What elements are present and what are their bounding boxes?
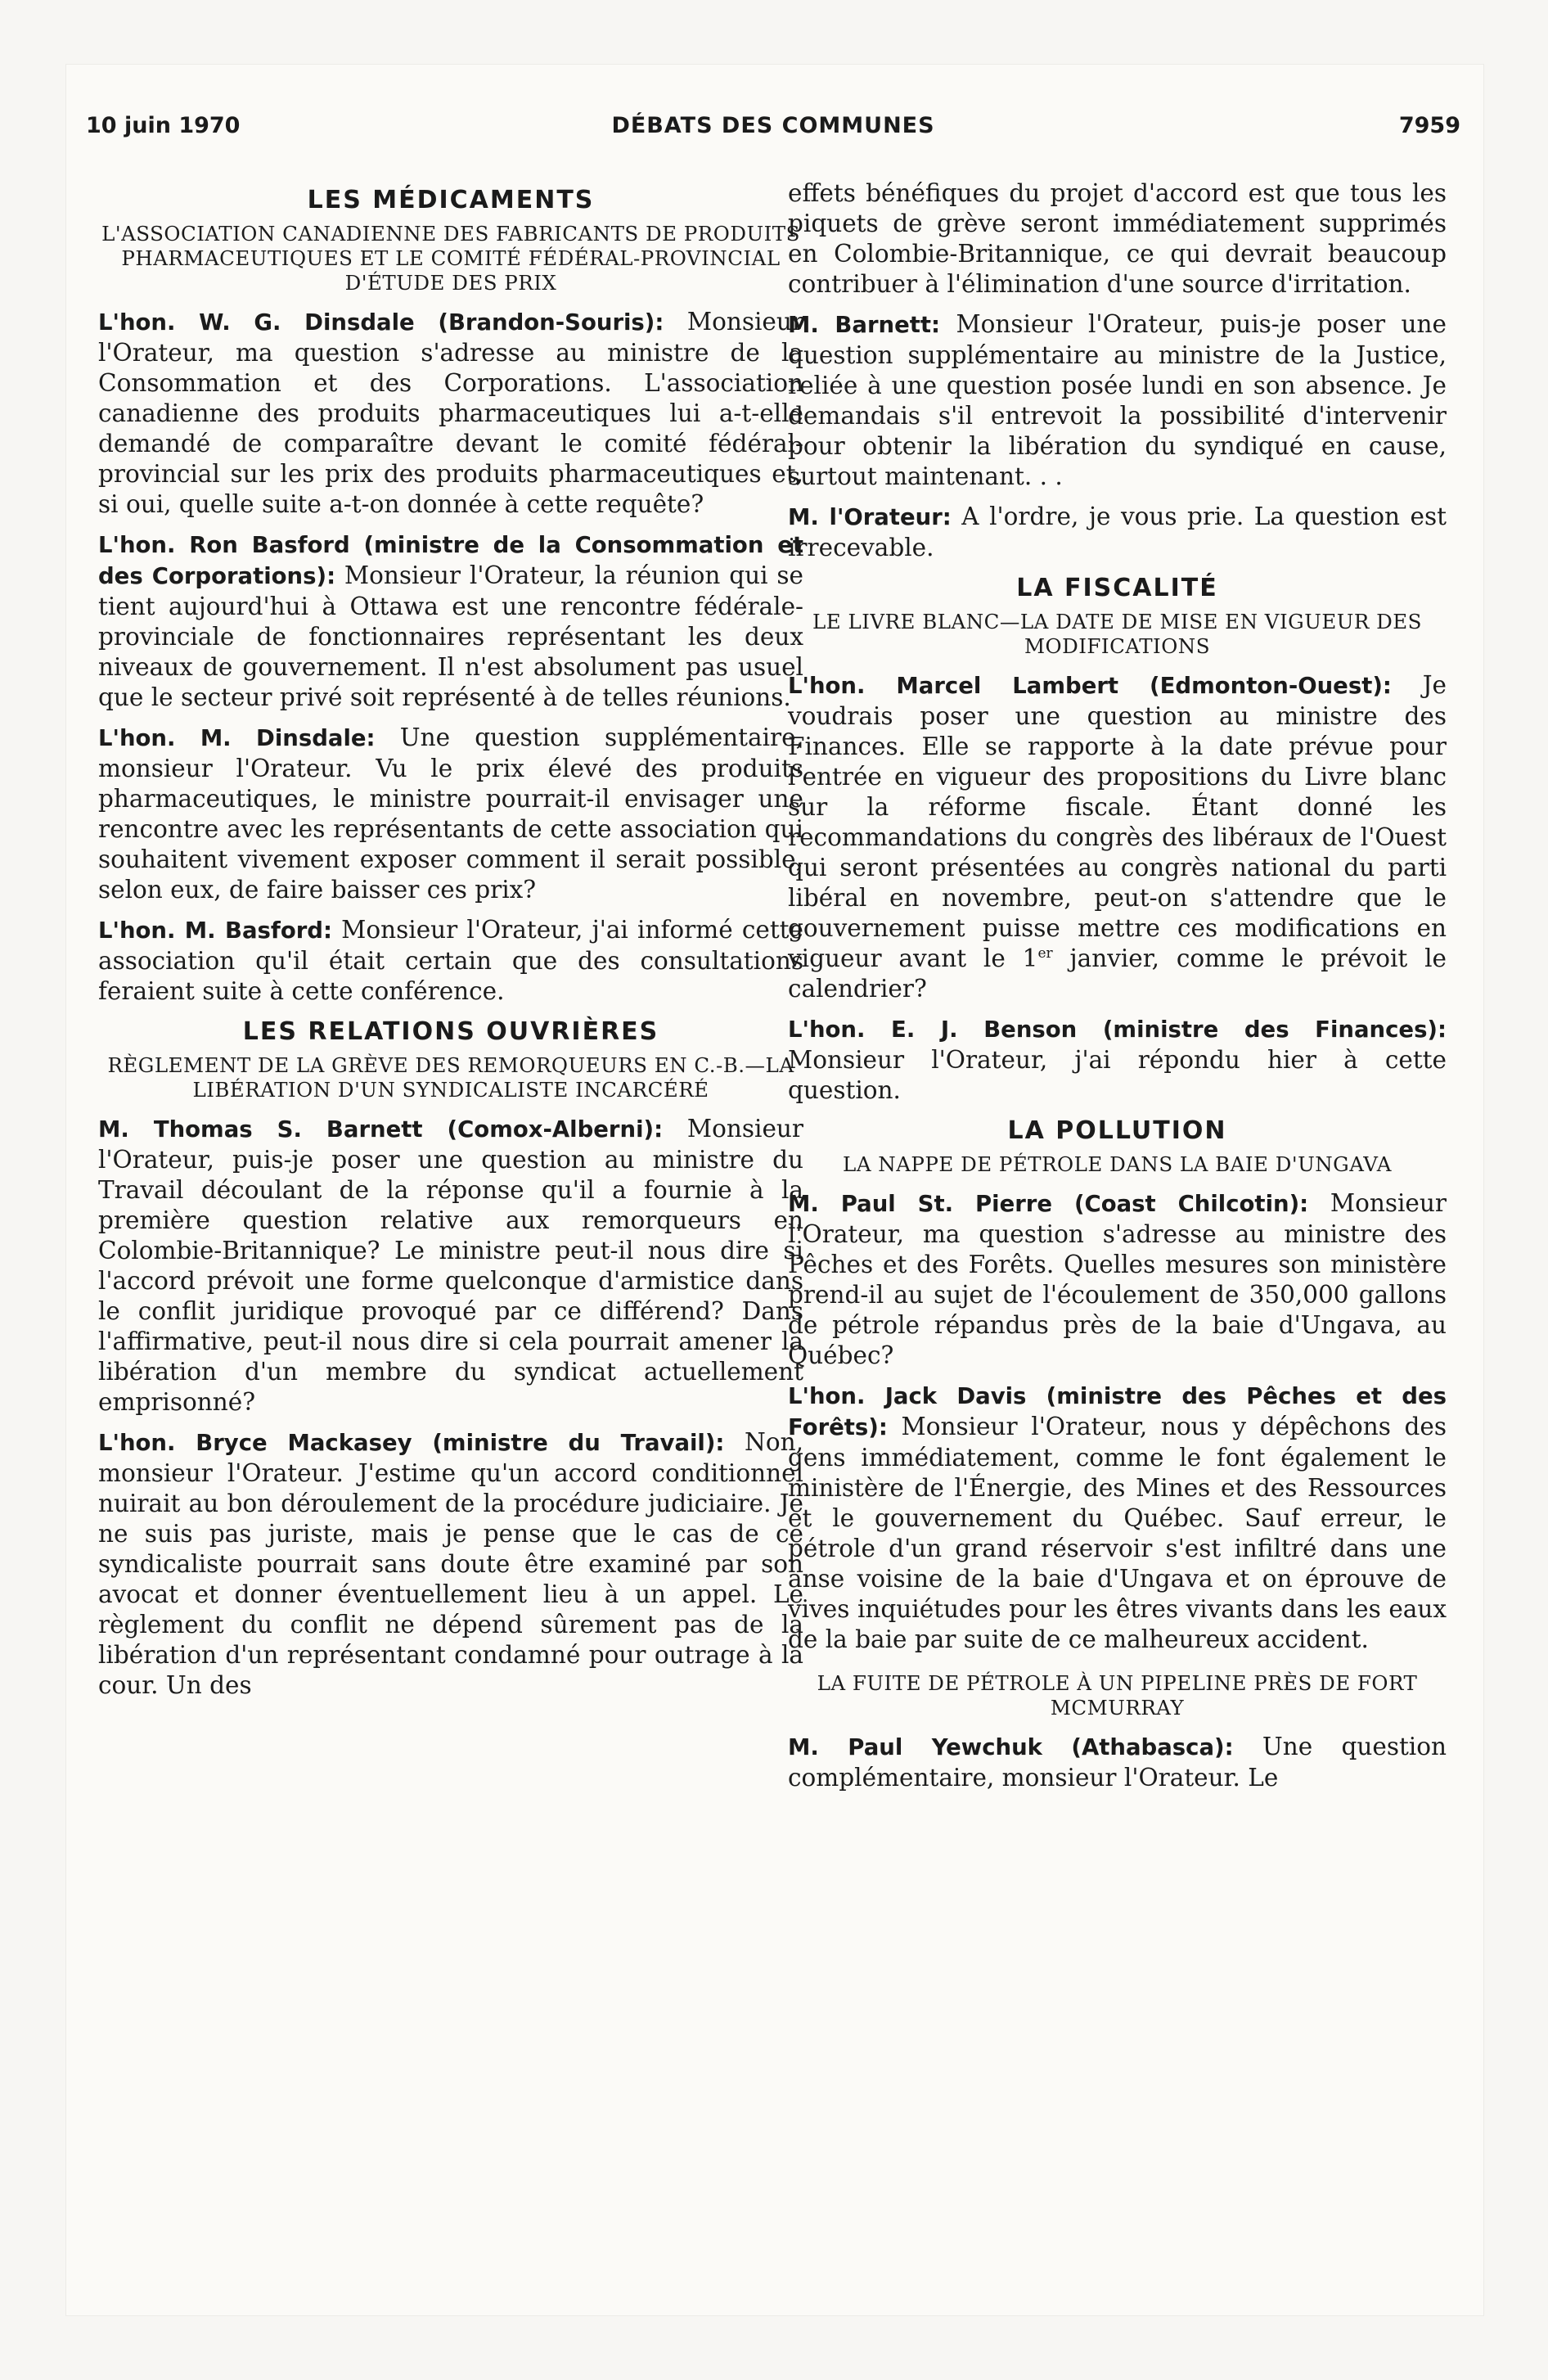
paragraph-text: Je voudrais poser une question au ministre des Finances. Elle se rapporte à la date prévue pour l'entrée en vigueur des propositions du Livre blanc sur la réforme fiscale. Étant donné les recommandations du congrès des libéraux de l'Ouest qui seront présentées au congrès national du parti libéral en novembre, peut-on s'attendre que le gouvernement puisse mettre ces modifications en vigueur avant le 1 [788,671,1447,972]
speaker-name: L'hon. Ron Basford (ministre de la Consommation et des Corporations): [98,532,803,589]
speaker-name: M. Paul St. Pierre (Coast Chilcotin): [788,1191,1309,1217]
paragraph-text: Une question supplémentaire, monsieur l'Orateur. Vu le prix élevé des produits pharmaceutiques, le ministre pourrait-il envisager une rencontre avec les représentants de cette association qui souhaitent vivement exposer comment il serait possible, selon eux, de faire baisser ces prix? [98,723,803,904]
paragraph [788,1381,1447,1655]
paragraph [788,309,1447,492]
paragraph [788,1014,1447,1106]
superscript: er [1037,945,1053,962]
paragraph [788,1732,1447,1793]
speaker-name: M. Barnett: [788,312,941,338]
paragraph-text: Monsieur l'Orateur, nous y dépêchons des gens immédiatement, comme le font également le ministère de l'Énergie, des Mines et des Ressources et le gouvernement du Québec. Sauf erreur, le pétrole d'un grand réservoir s'est infiltré dans une anse voisine de la baie d'Ungava et on éprouve de vives inquiétudes pour les êtres vivants dans les eaux de la baie par suite de ce malheureux accident. [788,1413,1447,1653]
left-column [98,178,803,1711]
paragraph-text: A l'ordre, je vous prie. La question est irrecevable. [788,503,1447,561]
section-heading: LES RELATIONS OUVRIÈRES [242,1017,659,1046]
paragraph-text: janvier, comme le prévoit le calendrier? [788,944,1447,1003]
paragraph-text: Une question complémentaire, monsieur l'Orateur. Le [788,1733,1447,1792]
speaker-name: L'hon. Marcel Lambert (Edmonton-Ouest): [788,673,1392,699]
paragraph [788,1188,1447,1371]
paragraph-text: Monsieur l'Orateur, j'ai informé cette association qu'il était certain que des consultations feraient suite à cette conférence. [98,916,803,1005]
section-subheading: L'ASSOCIATION CANADIENNE DES FABRICANTS DE PRODUITS PHARMACEUTIQUES ET LE COMITÉ FÉDÉRAL-PROVINCIAL D'ÉTUDE DES PRIX [101,222,800,295]
speaker-name: L'hon. Bryce Mackasey (ministre du Travail): [98,1430,725,1456]
paragraph [98,1114,803,1418]
paragraph-text: Monsieur l'Orateur, ma question s'adresse au ministre des Pêches et des Forêts. Quelles mesures son ministère prend-il au sujet de l'écoulement de 350,000 gallons de pétrole répandus près de la baie d'Ungava, au Québec? [788,1189,1447,1369]
paragraph [788,178,1447,300]
paragraph [98,530,803,713]
section-subheading: LE LIVRE BLANC—LA DATE DE MISE EN VIGUEUR DES MODIFICATIONS [812,610,1422,658]
speaker-name: M. Paul Yewchuk (Athabasca): [788,1734,1234,1760]
paragraph [788,502,1447,563]
section-heading: LES MÉDICAMENTS [307,186,595,214]
section-heading: LA FISCALITÉ [1016,574,1218,602]
speaker-name: M. l'Orateur: [788,504,952,530]
header-date: 10 juin 1970 [86,113,241,138]
paragraph-text: Monsieur l'Orateur, ma question s'adresse au ministre de la Consommation et des Corporations. L'association canadienne des produits pharmaceutiques lui a-t-elle demandé de comparaître devant le comité fédéral-provincial sur les prix des produits pharmaceutiques et, si oui, quelle suite a-t-on donnée à cette requête? [98,308,803,518]
paragraph [98,1427,803,1701]
section-subheading: LA FUITE DE PÉTROLE À UN PIPELINE PRÈS DE FORT MCMURRAY [817,1671,1418,1720]
paragraph [98,307,803,520]
page-number: 7959 [1398,113,1460,138]
section-subheading: RÈGLEMENT DE LA GRÈVE DES REMORQUEURS EN C.-B.—LA LIBÉRATION D'UN SYNDICALISTE INCARCÉRÉ [107,1053,794,1102]
speaker-name: L'hon. M. Dinsdale: [98,725,376,751]
speaker-name: L'hon. E. J. Benson (ministre des Finances): [788,1016,1447,1043]
speaker-name: L'hon. W. G. Dinsdale (Brandon-Souris): [98,309,664,336]
header-title: DÉBATS DES COMMUNES [611,113,935,138]
running-header [86,113,1460,146]
spacer [788,1665,1447,1671]
paragraph-text: Monsieur l'Orateur, puis-je poser une question au ministre du Travail découlant de la réponse qu'il a fournie à la première question relative aux remorqueurs en Colombie-Britannique? Le ministre peut-il nous dire si l'accord prévoit une forme quelconque d'armistice dans le conflit juridique provoqué par ce différend? Dans l'affirmative, peut-il nous dire si cela pourrait amener la libération d'un membre du syndicat actuellement emprisonné? [98,1115,803,1416]
paragraph-text: Monsieur l'Orateur, la réunion qui se tient aujourd'hui à Ottawa est une rencontre fédérale-provinciale de fonctionnaires représentant les deux niveaux de gouvernement. Il n'est absolument pas usuel que le secteur privé soit représenté à de telles réunions. [98,561,803,711]
speaker-name: L'hon. M. Basford: [98,917,332,944]
paragraph [98,723,803,905]
paragraph-text: effets bénéfiques du projet d'accord est que tous les piquets de grève seront immédiatement supprimés en Colombie-Britannique, ce qui devrait beaucoup contribuer à l'élimination d'une source d'irritation. [788,179,1447,298]
speaker-name: L'hon. Jack Davis (ministre des Pêches et des Forêts): [788,1383,1447,1440]
speaker-name: M. Thomas S. Barnett (Comox-Alberni): [98,1116,664,1143]
paragraph-text: Monsieur l'Orateur, puis-je poser une question supplémentaire au ministre de la Justice, reliée à une question posée lundi en son absence. Je demandais s'il entrevoit la possibilité d'intervenir pour obtenir la libération du syndiqué en cause, surtout maintenant. . . [788,310,1447,490]
section-heading: LA POLLUTION [1007,1116,1227,1145]
paragraph-text: Non, monsieur l'Orateur. J'estime qu'un accord conditionnel nuirait au bon déroulement de la procédure judiciaire. Je ne suis pas juriste, mais je pense que le cas de ce syndicaliste pourrait sans doute être examiné par son avocat et donner éventuellement lieu à un appel. Le règlement du conflit ne dépend sûrement pas de la libération d'un représentant condamné pour outrage à la cour. Un des [98,1428,804,1699]
paragraph [98,915,803,1007]
paragraph-text: Monsieur l'Orateur, j'ai répondu hier à cette question. [788,1046,1447,1104]
section-subheading: LA NAPPE DE PÉTROLE DANS LA BAIE D'UNGAVA [843,1152,1392,1176]
right-column [788,178,1447,1803]
paragraph [788,670,1447,1004]
